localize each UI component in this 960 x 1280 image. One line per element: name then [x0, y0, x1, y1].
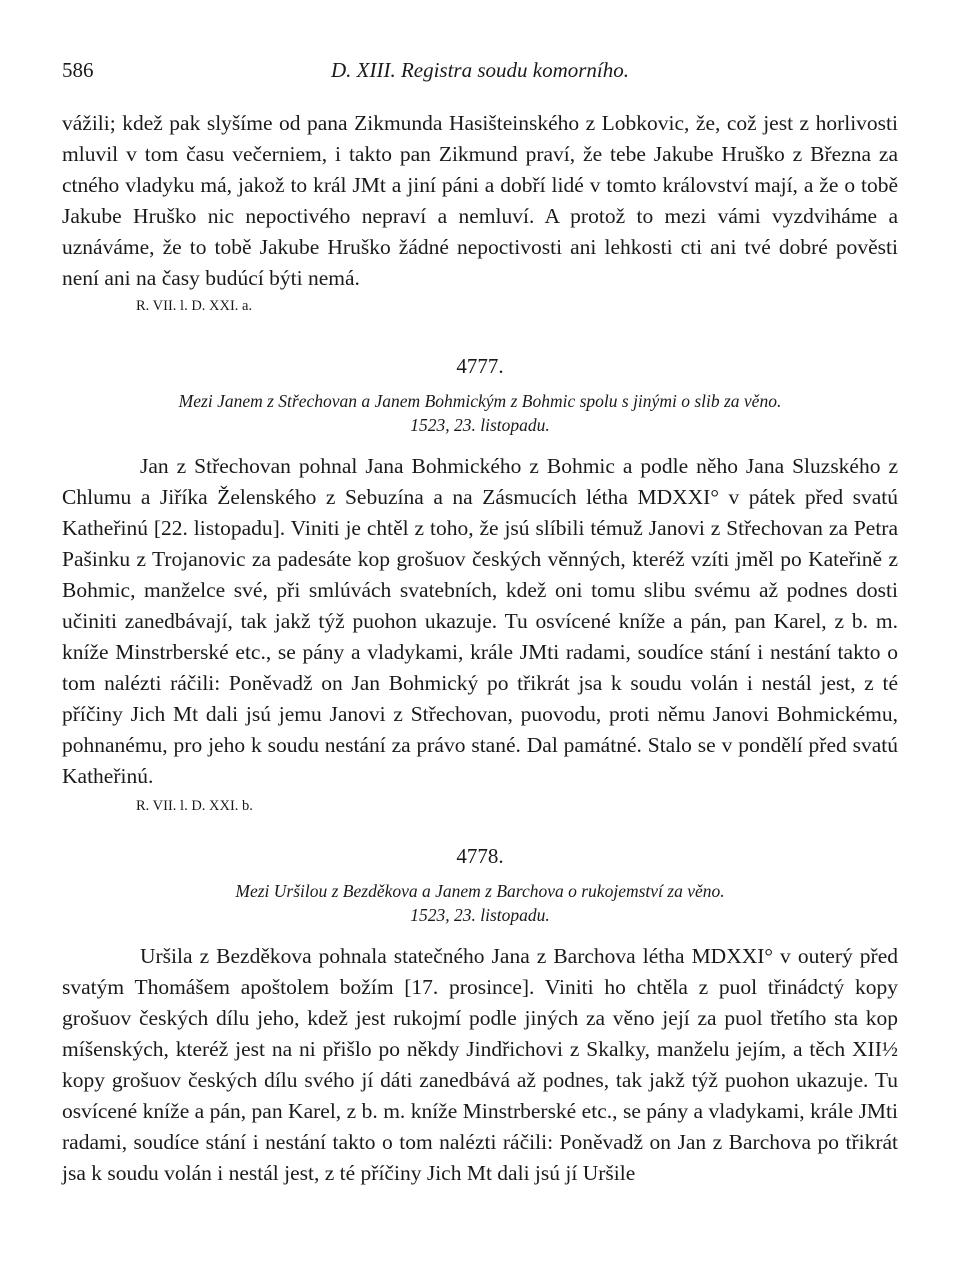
- running-title: D. XIII. Registra soudu komorního.: [330, 58, 630, 82]
- entry-paragraph: Jan z Střechovan pohnal Jana Bohmického z Bohmic a podle něho Jana Sluzského z Chlumu a Jiříka Želenského z Sebuzína a na Zásmucích létha MDXXI° v pátek před svatú Katheřinú [22. listopadu]. Viniti je chtěl z toho, že jsú slíbili témuž Janovi z Střechovan za Petra Pašinku z Trojanovic za padesáte kop grošuov českých věnných, kteréž vzíti jměl po Kateřině z Bohmic, manželce své, při smlúvách svatebních, kdež oni tomu slibu svému až podnes dosti učiniti zanedbávají, tak jakž týž puohon ukazuje. Tu osvícené kníže a pán, pan Karel, z b. m. kníže Minstrberské etc., se pány a vladykami, krále JMti radami, soudíce stání i nestání takto o tom nalézti ráčili: Poněvadž on Jan Bohmický po třikrát jsa k soudu volán i nestál jest, z té příčiny Jich Mt dali jsú jemu Janovi z Střechovan, puovodu, proti němu Janovi Bohmickému, pohnanému, pro jeho k soudu nestání za právo stané. Dal památné. Stalo se v pondělí před svatú Katheřinú.: [62, 454, 898, 788]
- page-number: 586: [62, 58, 94, 82]
- entry-title: Mezi Uršilou z Bezděkova a Janem z Barchova o rukojemství za věno.: [235, 881, 725, 901]
- entry-paragraph: Uršila z Bezděkova pohnala statečného Jana z Barchova létha MDXXI° v outerý před svatým Thomášem apoštolem božím [17. prosince]. Viniti ho chtěla z puol třinádctý kopy grošuov českých dílu jeho, kdež jest rukojmí podle jiných za věno její za puol třetího sta kop míšenských, kteréž jest na ni přišlo po někdy Jindřichovi z Skalky, manželu jejím, a těch XII½ kopy grošuov českých dílu svého jí dáti zanedbává až podnes, tak jakž týž puohon ukazuje. Tu osvícené kníže a pán, pan Karel, z b. m. kníže Minstrberské etc., se pány a vladykami, krále JMti radami, soudíce stání i nestání takto o tom nalézti ráčili: Poněvadž on Jan z Barchova po třikrát jsa k soudu volán i nestál jest, z té příčiny Jich Mt dali jsú jí Uršile: [62, 944, 898, 1185]
- page-header: [62, 58, 898, 88]
- continuation-paragraph: vážili; kdež pak slyšíme od pana Zikmunda Hasišteinského z Lobkovic, že, což jest z horlivosti mluvil v tom času večerniem, i takto pan Zikmund praví, že tebe Jakube Hruško z Března za ctného vladyku má, jakož to král JMt a jiní páni a dobří lidé v tomto království mají, a že o tobě Jakube Hruško nic nepoctivého nepraví a nemluví. A protož to mezi vámi vyzdviháme a uznáváme, že to tobě Jakube Hruško žádné nepoctivosti ani lehkosti cti ani tvé dobré pověsti není ani na časy budúcí býti nemá.: [62, 111, 898, 290]
- entry-4778: [62, 844, 898, 1189]
- entry-date: 1523, 23. listopadu.: [410, 905, 550, 925]
- archive-reference: R. VII. l. D. XXI. b.: [136, 798, 253, 814]
- entry-number: 4778.: [456, 844, 504, 868]
- entry-title: Mezi Janem z Střechovan a Janem Bohmickým z Bohmic spolu s jinými o slib za věno.: [178, 391, 782, 411]
- entry-date: 1523, 23. listopadu.: [410, 415, 550, 435]
- entry-number: 4777.: [456, 354, 504, 378]
- entry-4777: [62, 354, 898, 816]
- archive-reference: R. VII. l. D. XXI. a.: [136, 298, 253, 314]
- continuation-block: [62, 108, 898, 316]
